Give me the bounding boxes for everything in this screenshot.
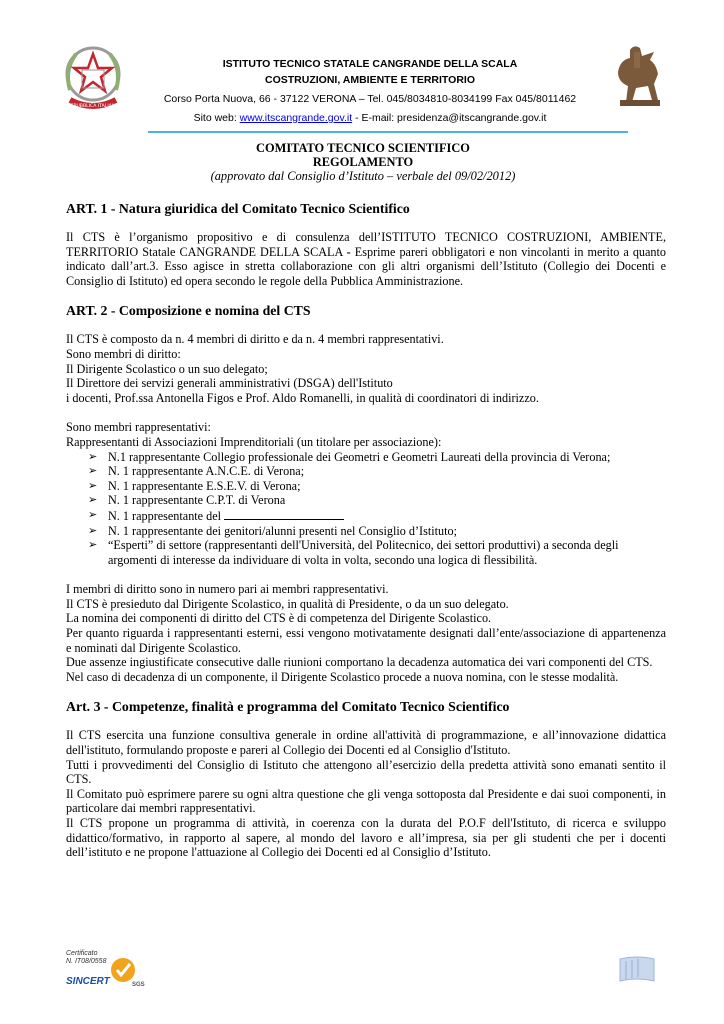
art2-line: Nel caso di decadenza di un componente, il Dirigente Scolastico procede a nuova nomina, con le stesse modalità. xyxy=(66,669,619,684)
list-item: ➢ N. 1 rappresentante A.N.C.E. di Verona; xyxy=(88,464,666,479)
school-subtitle: COSTRUZIONI, AMBIENTE E TERRITORIO xyxy=(264,74,475,86)
art2-line: Sono membri rappresentativi: xyxy=(66,420,211,435)
art2-line: Il Direttore dei servizi generali amministrativi (DSGA) dell'Istituto xyxy=(66,376,393,391)
art2-line: Sono membri di diritto: xyxy=(66,346,181,361)
list-item-text: N. 1 rappresentante del xyxy=(108,508,225,523)
art2-line: Il CTS è presieduto dal Dirigente Scolastico, in qualità di Presidente, o da un suo delegato. xyxy=(66,596,509,611)
equestrian-statue-icon xyxy=(610,42,668,108)
art1-text-a: Il CTS è l’organismo propositivo e di consulenza dell’ISTITUTO TECNICO COSTRUZIONI, AMBIENTE, TERRITORIO Statale CANGRANDE DELLA SCALA xyxy=(66,230,666,259)
cert-line2: N. IT08/0558 xyxy=(66,958,107,965)
document-subtitle: REGOLAMENTO xyxy=(312,155,414,169)
document-title: COMITATO TECNICO SCIENTIFICO xyxy=(256,141,470,155)
approval-note: (approvato dal Consiglio d’Istituto – verbale del 09/02/2012) xyxy=(210,169,516,183)
spacer xyxy=(66,684,666,699)
list-item xyxy=(88,508,666,524)
school-name: ISTITUTO TECNICO STATALE CANGRANDE DELLA SCALA xyxy=(222,58,518,70)
cert-sgs: SGS xyxy=(132,982,145,988)
art2-line: I membri di diritto sono in numero pari ai membri rappresentativi. xyxy=(66,582,389,597)
italian-republic-emblem-icon xyxy=(60,40,126,116)
art2-line: La nomina dei componenti di diritto del CTS è di competenza del Dirigente Scolastico. xyxy=(66,611,492,626)
blank-field xyxy=(224,508,344,520)
art1-text-dash: - xyxy=(346,244,355,259)
art2-line: Per quanto riguarda i rappresentanti esterni, essi vengono motivatamente designati dall’ente/associazione di appartenenza e nominati dal Dirigente Scolastico. xyxy=(66,626,666,655)
art3-paragraph: Il CTS propone un programma di attività, in coerenza con la durata del P.O.F dell'Istituto, di ricerca e sviluppo didattico/formativo, in rapporto al sapere, al mondo del lavoro e all’impresa, sia per gli studenti che per i docenti dell’istituto e ne propone l'attuazione al Collegio dei Docenti ed al Consiglio d’Istituto. xyxy=(66,816,666,860)
art2-line: i docenti, Prof.ssa Antonella Figos e Prof. Aldo Romanelli, in qualità di coordinatori di indirizzo. xyxy=(66,390,539,405)
cert-line1: Certificato xyxy=(66,950,98,957)
list-item: ➢ N.1 rappresentante Collegio professionale dei Geometri e Geometri Laureati della provincia di Verona; xyxy=(88,450,666,465)
certification-logo xyxy=(62,950,150,992)
spacer xyxy=(66,405,666,420)
spacer xyxy=(66,288,666,303)
letterhead xyxy=(0,0,724,140)
website-link[interactable]: www.itscangrande.gov.it xyxy=(239,112,353,124)
art2-rules xyxy=(66,582,666,684)
art1-heading: ART. 1 - Natura giuridica del Comitato Tecnico Scientifico xyxy=(66,201,410,216)
emblem-text: REPUBBLICA ITALIANA xyxy=(67,104,119,109)
certification-seal-icon xyxy=(108,956,138,984)
spacer xyxy=(66,567,666,582)
cert-brand: SINCERT xyxy=(66,976,110,987)
art3-paragraph: Il CTS esercita una funzione consultiva generale in ordine all'attività di programmazione, e all’innovazione didattica dell'istituto, formulando proposte e pareri al Collegio dei Docenti ed al Consiglio d'Istituto. xyxy=(66,728,666,758)
school-contacts xyxy=(140,110,600,126)
art2-representative-members xyxy=(66,420,666,449)
cert-label xyxy=(66,950,106,966)
art3-paragraph: Il Comitato può esprimere parere su ogni altra questione che gli venga sottoposta dal Presidente e dai suoi componenti, in particolare dai membri rappresentativi. xyxy=(66,786,666,816)
email-text: - E-mail: presidenza@itscangrande.gov.it xyxy=(352,112,547,124)
art2-line: Rappresentanti di Associazioni Imprenditoriali (un titolare per associazione): xyxy=(66,434,442,449)
letterhead-text xyxy=(140,56,600,126)
list-item: ➢ “Esperti” di settore (rappresentanti dell'Università, del Politecnico, dei settori produttivi) a seconda degli argomenti di interesse da individuare di volta in volta, secondo una logica di flessibilità. xyxy=(88,538,666,567)
web-label: Sito web: xyxy=(193,112,240,124)
representatives-list xyxy=(66,450,666,568)
art2-line: Due assenze ingiustificate consecutive dalle riunioni comportano la decadenza automatica dei vari componenti del CTS. xyxy=(66,655,653,670)
art2-line: Il Dirigente Scolastico o un suo delegato; xyxy=(66,361,268,376)
school-address: Corso Porta Nuova, 66 - 37122 VERONA – Tel. 045/8034810-8034199 Fax 045/8011462 xyxy=(163,93,577,105)
header-rule xyxy=(148,131,628,133)
list-item: ➢ N. 1 rappresentante dei genitori/alunni presenti nel Consiglio d’Istituto; xyxy=(88,524,666,539)
art3-heading: Art. 3 - Competenze, finalità e programma del Comitato Tecnico Scientifico xyxy=(66,699,510,715)
page-corner-icon xyxy=(618,955,656,983)
list-item: ➢ N. 1 rappresentante E.S.E.V. di Verona; xyxy=(88,479,666,494)
art1-text-c: Esprime pareri obbligatori e non vincolanti in merito a quanto indicato dall’art.3. Esso agisce in stretta collaborazione con gli altri organismi dell’Istituto (Collegio dei Docenti e Consiglio di Istituto) ed opera secondo le regole della Pubblica Amministrazione. xyxy=(66,244,666,288)
list-item: ➢ N. 1 rappresentante C.P.T. di Verona xyxy=(88,493,666,508)
art2-members-by-right xyxy=(66,332,666,405)
art3-paragraph: Tutti i provvedimenti del Consiglio di Istituto che attengono all’esercizio della predetta attività sono emanati sentito il CTS. xyxy=(66,757,666,787)
art2-heading: ART. 2 - Composizione e nomina del CTS xyxy=(66,303,311,319)
regulation-body xyxy=(66,201,666,860)
art3-text xyxy=(66,728,666,859)
art1-text xyxy=(66,230,666,288)
document-title-block xyxy=(66,141,660,183)
art2-line: Il CTS è composto da n. 4 membri di diritto e da n. 4 membri rappresentativi. xyxy=(66,332,444,347)
